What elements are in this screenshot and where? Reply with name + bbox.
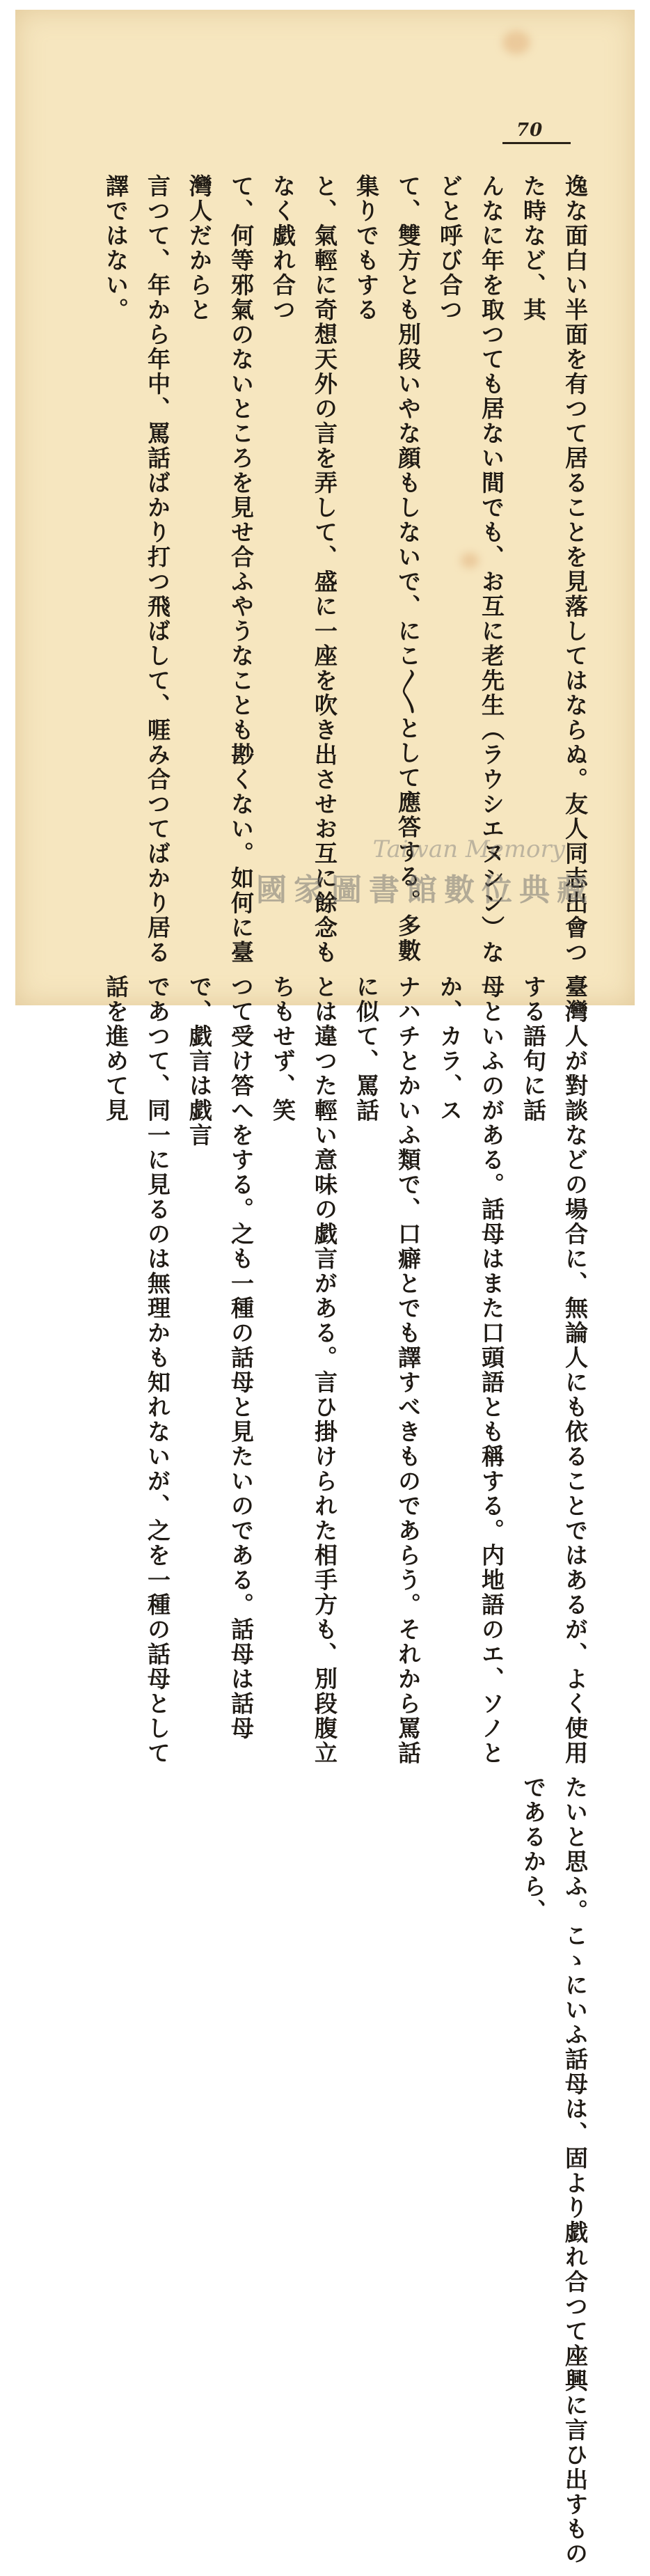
text-column: 母といふのがある。話母はまた口頭語とも稱する。内地語のエ、ソノとか、カラ、ス (436, 975, 505, 1766)
book-page (15, 10, 635, 2566)
text-column: ナハチとかいふ類で、口癖とでも譯すべきものであらう。それから罵話に似て、罵話 (353, 975, 422, 1766)
text-column: つて受け答へをする。之も一種の話母と見たいのである。話母は話母で、戯言は戯言 (186, 975, 255, 1741)
text-column: たいと思ふ。こゝにいふ話母は、固より戯れ合つて座興に言ひ出すものであるから、 (520, 1775, 589, 2566)
watermark-subtitle: Taiwan Memory (372, 835, 565, 863)
page-number-rule (502, 142, 571, 144)
text-column: と、氣輕に奇想天外の言を弄して、盛に一座を吹き出させお互に餘念もなく戯れ合つ (269, 174, 338, 965)
text-column: 臺灣人が對談などの場合に、無論人にも依ることではあるが、よく使用する語句に話 (520, 975, 589, 1766)
text-column: て、雙方とも別段いやな顔もしないで、にこ〳〵として應答する。多數集りでもする (353, 174, 422, 964)
text-column: とは違つた輕い意味の戯言がある。言ひ掛けられた相手方も、別段腹立ちもせず、笑 (269, 975, 338, 1766)
text-column: 逸な面白い半面を有つて居ることを見落してはならぬ。友人同志出會つた時など、其 (520, 174, 589, 965)
page-number: 70 (516, 120, 544, 141)
watermark-text: 國家圖書館數位典藏 (256, 872, 594, 908)
text-column: て、何等邪氣のないところを見せ合ふやうなことも尠くない。如何に臺灣人だからと (186, 174, 255, 965)
text-column: 言つて、年から年中、罵話ばかり打つ飛ばして、啀み合つてばかり居る譯ではない。 (102, 174, 171, 965)
text-column: であつて、同一に見るのは無理かも知れないが、之を一種の話母として話を進めて見 (102, 975, 171, 1766)
paper-stain (502, 31, 530, 54)
text-column: んなに年を取つても居ない間でも、お互に老先生（ラウシエヌシン）などと呼び合つ (436, 174, 505, 965)
